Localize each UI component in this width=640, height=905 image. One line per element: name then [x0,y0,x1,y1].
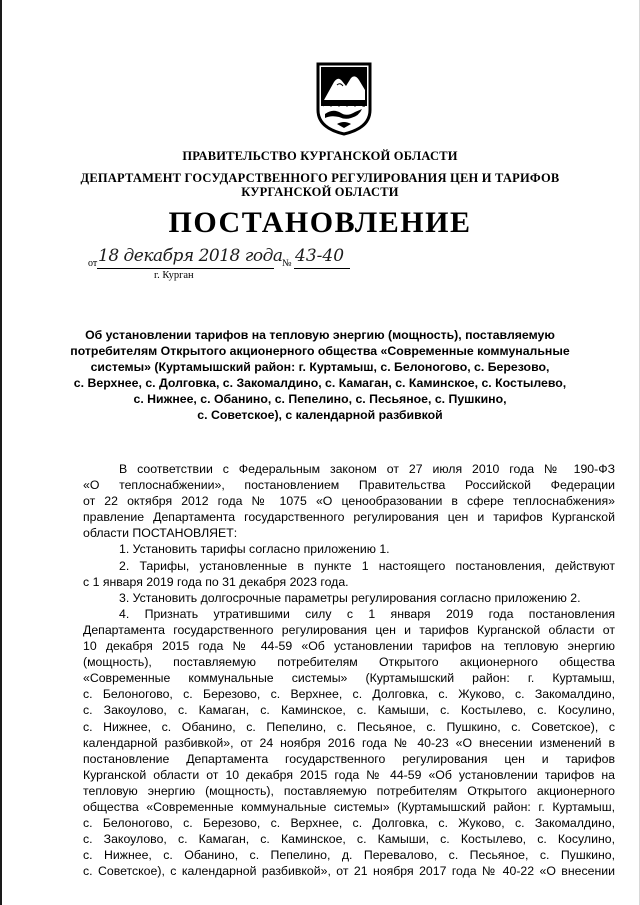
handwritten-number: 43-40 [295,246,345,266]
body-line: Курганской области от 10 декабря 2015 года № 44-59 «Об установлении тарифов на [83,767,615,782]
body-line: (мощность), поставляемую потребителям Открытого акционерного общества [83,655,615,670]
date-label: от [88,258,98,269]
body-line: с. Закоулово, с. Камаган, с. Каминское, с. Камыши, с. Костылево, с. Косулино, [83,832,615,847]
date-underline [97,268,274,269]
number-underline [294,268,350,269]
body-line: с 1 января 2019 года по 31 декабря 2023 года. [83,574,349,589]
scan-left-edge [0,0,2,905]
title-line: системы» (Куртамышский район: г. Куртамыш, с. Белоногово, с. Березово, [90,360,550,375]
title-line: с. Нижнее, с. Обанино, с. Пепелино, с. Песьяное, с. Пушкино, [133,392,507,407]
body-line: от 22 октября 2012 года № 1075 «О ценообразовании в сфере теплоснабжения» [83,494,615,509]
title-line: с. Советское), с календарной разбивкой [197,408,443,423]
body-line: В соответствии с Федеральным законом от 27 июля 2010 года № 190-ФЗ [119,462,615,476]
title-line: Об установлении тарифов на тепловую энергию (мощность), поставляемую [85,328,555,342]
department-name-line2: КУРГАНСКОЙ ОБЛАСТИ [241,185,399,199]
body-line: 2. Тарифы, установленные в пункте 1 настоящего постановления, действуют [119,558,615,573]
body-line: с. Белоногово, с. Березово, с. Верхнее, с. Долговка, с. Жуково, с. Закомалдино, [83,816,615,831]
body-line: постановление Департамента государственного регулирования цен и тарифов [83,751,615,766]
body-line: 3. Установить долгосрочные параметры регулирования согласно приложению 2. [119,590,581,605]
number-label: № [282,258,292,269]
body-line: с. Закоулово, с. Камаган, с. Каминское, с. Камыши, с. Костылево, с. Косулино, [83,703,615,718]
body-line: 1. Установить тарифы согласно приложению 1. [119,542,390,557]
department-name-line1: ДЕПАРТАМЕНТ ГОСУДАРСТВЕННОГО РЕГУЛИРОВАНИЯ ЦЕН И ТАРИФОВ [80,171,560,185]
coat-of-arms-icon [315,62,373,136]
body-line: тепловую энергию (мощность), поставляемую потребителям Открытого акционерного [83,783,615,798]
body-line: календарной разбивкой», от 24 ноября 2016 года № 40-23 «О внесении изменений в [83,735,615,750]
body-line: с. Нижнее, с. Обанино, с. Пепелино, с. Песьяное, с. Пушкино, с. Советское), с [83,719,615,734]
body-line: «Современные коммунальные системы» (Куртамышский район: г. Куртамыш, [83,671,615,686]
body-line: с. Советское), с календарной разбивкой», от 21 ноября 2017 года № 40-22 «О внесении [83,864,615,879]
body-line: с. Белоногово, с. Березово, с. Верхнее, с. Долговка, с. Жуково, с. Закомалдино, [83,687,615,702]
body-line: с. Нижнее, с. Обанино, с. Пепелино, д. Перевалово, с. Песьяное, с. Пушкино, [83,848,615,863]
body-line: Департамента государственного регулирования цен и тарифов Курганской области от [83,622,615,637]
body-line: общества «Современные коммунальные системы» (Куртамышский район: г. Куртамыш, [83,799,615,814]
body-line: 4. Признать утратившими силу с 1 января 2019 года постановления [119,606,615,621]
body-line: «О теплоснабжении», постановлением Правительства Российской Федерации [83,478,615,493]
government-name: ПРАВИТЕЛЬСТВО КУРГАНСКОЙ ОБЛАСТИ [182,149,458,163]
body-line: области ПОСТАНОВЛЯЕТ: [83,526,238,541]
body-line: 10 декабря 2015 года № 44-59 «Об установлении тарифов на тепловую энергию [83,639,615,654]
title-line: потребителям Открытого акционерного общества «Современные коммунальные [70,344,570,359]
title-line: с. Верхнее, с. Долговка, с. Закомалдино, с. Камаган, с. Каминское, с. Костылево, [73,376,567,391]
body-line: правление Департамента государственного регулирования цен и тарифов Курганской [83,510,615,525]
document-type-heading: ПОСТАНОВЛЕНИЕ [168,206,472,239]
resolution-body [83,461,615,879]
city-label: г. Курган [154,270,194,281]
handwritten-date: 18 декабря 2018 года [98,246,283,266]
resolution-title [40,327,600,424]
